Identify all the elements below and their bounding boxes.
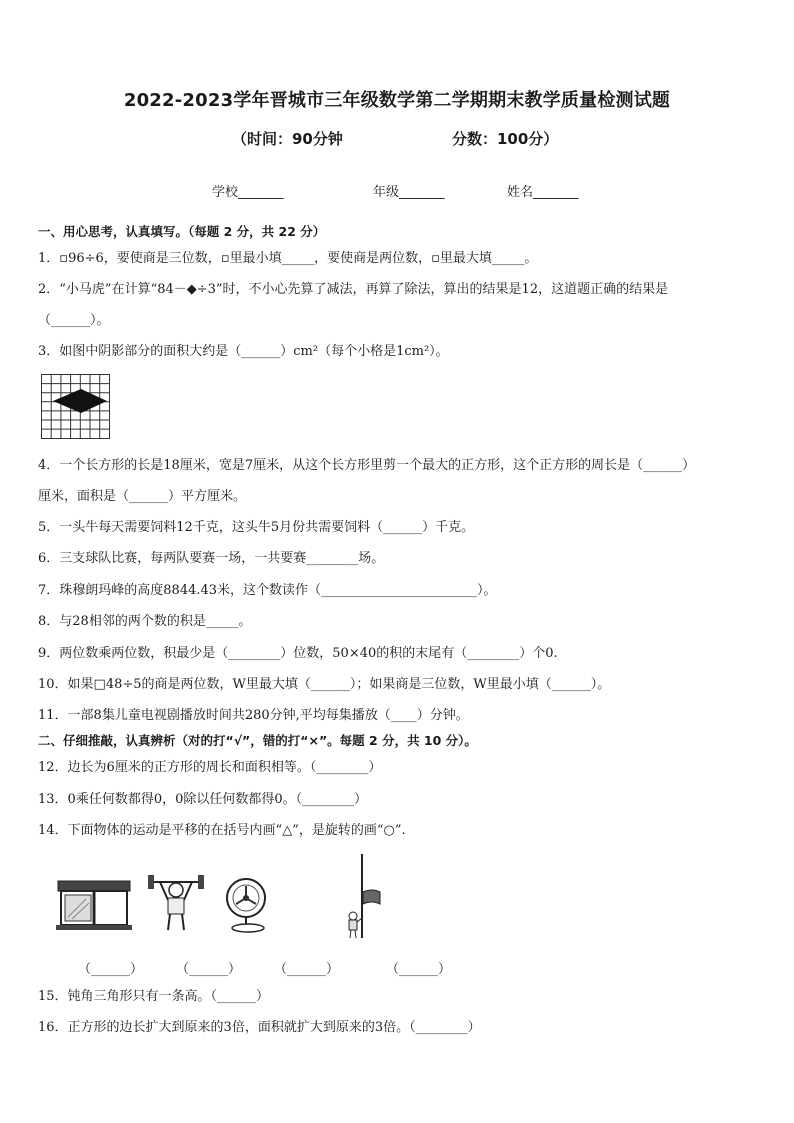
answer-blank: （______） bbox=[386, 962, 452, 977]
question-4-line-1: 4．一个长方形的长是18厘米，宽是7厘米，从这个长方形里剪一个最大的正方形，这个正方形的周长是（______） bbox=[38, 458, 696, 473]
question-3: 3．如图中阴影部分的面积大约是（______）cm²（每个小格是1cm²）。 bbox=[38, 344, 449, 359]
window-icon bbox=[56, 879, 132, 931]
name-field: 姓名_______ bbox=[507, 185, 579, 200]
exam-time: （时间：90分钟 bbox=[232, 130, 343, 148]
question-15: 15．钝角三角形只有一条高。（______） bbox=[38, 989, 270, 1004]
fan-icon bbox=[224, 876, 274, 934]
answer-blank: （______） bbox=[78, 962, 144, 977]
question-16: 16．正方形的边长扩大到原来的3倍，面积就扩大到原来的3倍。（________） bbox=[38, 1020, 481, 1035]
answer-blank: （______） bbox=[176, 962, 242, 977]
section-1-heading: 一、用心思考，认真填写。（每题 2 分，共 22 分） bbox=[38, 224, 326, 239]
question-6: 6．三支球队比赛，每两队要赛一场，一共要赛________场。 bbox=[38, 551, 385, 566]
question-2-line-1: 2．“小马虎”在计算“84－◆÷3”时，不小心先算了减法，再算了除法，算出的结果是12，这道题正确的结果是 bbox=[38, 282, 669, 297]
question-12: 12．边长为6厘米的正方形的周长和面积相等。（________） bbox=[38, 760, 382, 775]
section-2-heading: 二、仔细推敲，认真辨析（对的打“√”，错的打“×”。每题 2 分，共 10 分）。 bbox=[38, 733, 477, 748]
page-title: 2022-2023学年晋城市三年级数学第二学期期末教学质量检测试题 bbox=[123, 90, 671, 111]
question-14: 14．下面物体的运动是平移的在括号内画“△”，是旋转的画“○”. bbox=[38, 823, 406, 838]
weightlifter-icon bbox=[146, 870, 206, 934]
exam-score: 分数：100分） bbox=[452, 130, 559, 148]
question-13: 13．0乘任何数都得0，0除以任何数都得0。（________） bbox=[38, 792, 368, 807]
grade-field: 年级_______ bbox=[373, 185, 445, 200]
school-field: 学校_______ bbox=[212, 185, 284, 200]
motion-pictures bbox=[56, 852, 396, 942]
question-1: 1．▫96÷6，要使商是三位数，▫里最小填_____，要使商是两位数，▫里最大填_____。 bbox=[38, 251, 538, 266]
question-11: 11．一部8集儿童电视剧播放时间共280分钟,平均每集播放（____）分钟。 bbox=[38, 708, 469, 723]
question-8: 8．与28相邻的两个数的积是_____。 bbox=[38, 614, 252, 629]
answer-blank: （______） bbox=[274, 962, 340, 977]
question-4-line-2: 厘米，面积是（______）平方厘米。 bbox=[38, 489, 247, 504]
question-7: 7．珠穆朗玛峰的高度8844.43米，这个数读作（________________________）。 bbox=[38, 583, 497, 598]
shaded-grid-figure bbox=[41, 374, 111, 440]
question-2-line-2: （______）。 bbox=[38, 313, 110, 328]
flag-raising-icon bbox=[340, 852, 384, 940]
question-10: 10．如果□48÷5的商是两位数，W里最大填（______）；如果商是三位数，W里最小填（______）。 bbox=[38, 677, 611, 692]
question-5: 5．一头牛每天需要饲料12千克，这头牛5月份共需要饲料（______）千克。 bbox=[38, 520, 475, 535]
question-9: 9．两位数乘两位数，积最少是（________）位数，50×40的积的末尾有（________）个0. bbox=[38, 646, 558, 661]
